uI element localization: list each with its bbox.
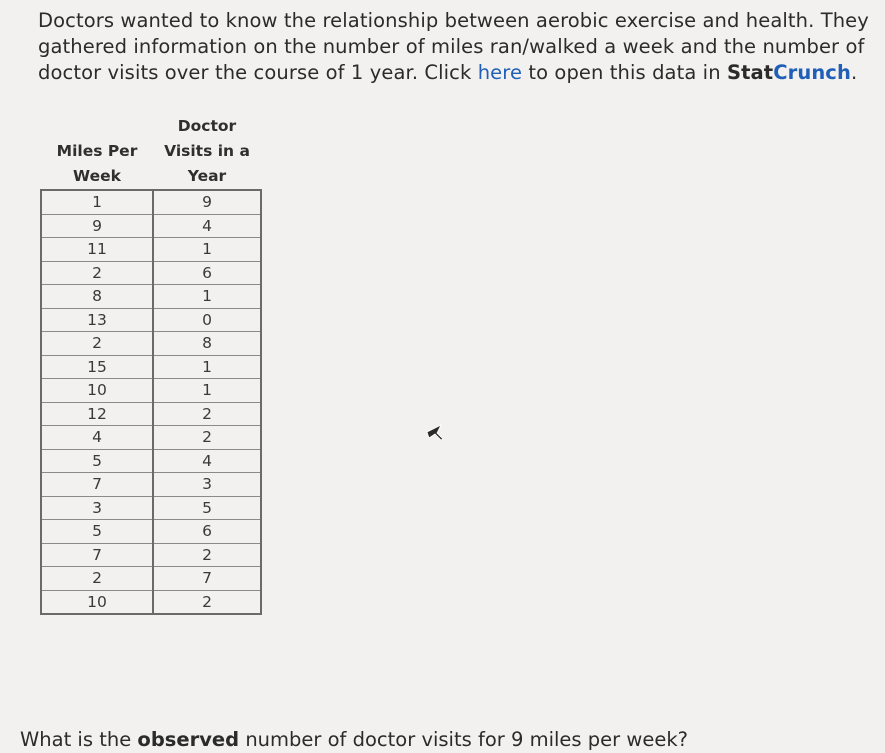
table-row	[41, 332, 261, 356]
cell-miles-per-week: 3	[41, 496, 153, 520]
table-row	[41, 520, 261, 544]
cell-miles-per-week: 11	[41, 238, 153, 262]
cell-doctor-visits: 1	[153, 379, 261, 403]
cell-doctor-visits: 2	[153, 402, 261, 426]
cell-doctor-visits: 3	[153, 473, 261, 497]
intro-end-punct: .	[850, 61, 858, 84]
problem-statement	[38, 8, 883, 86]
table-row	[41, 496, 261, 520]
cell-doctor-visits: 1	[153, 238, 261, 262]
table-row	[41, 473, 261, 497]
question-text	[20, 727, 688, 753]
table-row	[41, 308, 261, 332]
cell-miles-per-week: 7	[41, 473, 153, 497]
cell-doctor-visits: 9	[153, 190, 261, 214]
cell-miles-per-week: 9	[41, 214, 153, 238]
table-row	[41, 543, 261, 567]
table-row	[41, 238, 261, 262]
cell-doctor-visits: 6	[153, 261, 261, 285]
table-row	[41, 567, 261, 591]
cell-miles-per-week: 8	[41, 285, 153, 309]
cell-doctor-visits: 4	[153, 214, 261, 238]
column-header-miles: Miles Per Week	[41, 112, 153, 190]
mouse-pointer-icon	[426, 424, 444, 440]
table-row	[41, 355, 261, 379]
statcrunch-brand-crunch: Crunch	[773, 61, 851, 84]
table-body	[41, 190, 261, 614]
cell-doctor-visits: 1	[153, 355, 261, 379]
question-after: number of doctor visits for 9 miles per week?	[239, 728, 688, 751]
table-row	[41, 449, 261, 473]
cell-miles-per-week: 13	[41, 308, 153, 332]
cell-doctor-visits: 5	[153, 496, 261, 520]
table-row	[41, 214, 261, 238]
cell-miles-per-week: 15	[41, 355, 153, 379]
table-row	[41, 402, 261, 426]
cell-miles-per-week: 4	[41, 426, 153, 450]
table-row	[41, 285, 261, 309]
cell-doctor-visits: 1	[153, 285, 261, 309]
cell-miles-per-week: 5	[41, 520, 153, 544]
table-row	[41, 261, 261, 285]
cell-doctor-visits: 2	[153, 426, 261, 450]
cell-miles-per-week: 2	[41, 567, 153, 591]
cell-miles-per-week: 10	[41, 379, 153, 403]
data-table	[40, 112, 262, 615]
intro-text-after-link: to open this data in	[522, 61, 727, 84]
statcrunch-brand-stat: Stat	[726, 61, 774, 84]
cell-doctor-visits: 7	[153, 567, 261, 591]
question-emphasis: observed	[137, 728, 240, 751]
cell-miles-per-week: 5	[41, 449, 153, 473]
table-row	[41, 190, 261, 214]
cell-miles-per-week: 1	[41, 190, 153, 214]
cell-miles-per-week: 12	[41, 402, 153, 426]
column-header-visits: Doctor Visits in a Year	[153, 112, 261, 190]
statcrunch-link[interactable]: here	[477, 61, 523, 84]
cell-doctor-visits: 0	[153, 308, 261, 332]
table-row	[41, 426, 261, 450]
cell-miles-per-week: 2	[41, 332, 153, 356]
cell-doctor-visits: 2	[153, 543, 261, 567]
table-header-row	[41, 112, 261, 190]
cell-doctor-visits: 6	[153, 520, 261, 544]
cell-doctor-visits: 2	[153, 590, 261, 614]
question-before: What is the	[20, 728, 138, 751]
cell-doctor-visits: 8	[153, 332, 261, 356]
intro-text: Doctors wanted to know the relationship between aerobic exercise and health. They gathered information on the number of miles ran/walked a week and the number of doctor visits over the course of 1 year. Click	[38, 9, 869, 84]
table-row	[41, 590, 261, 614]
table-row	[41, 379, 261, 403]
cell-miles-per-week: 2	[41, 261, 153, 285]
cell-doctor-visits: 4	[153, 449, 261, 473]
cell-miles-per-week: 7	[41, 543, 153, 567]
cell-miles-per-week: 10	[41, 590, 153, 614]
